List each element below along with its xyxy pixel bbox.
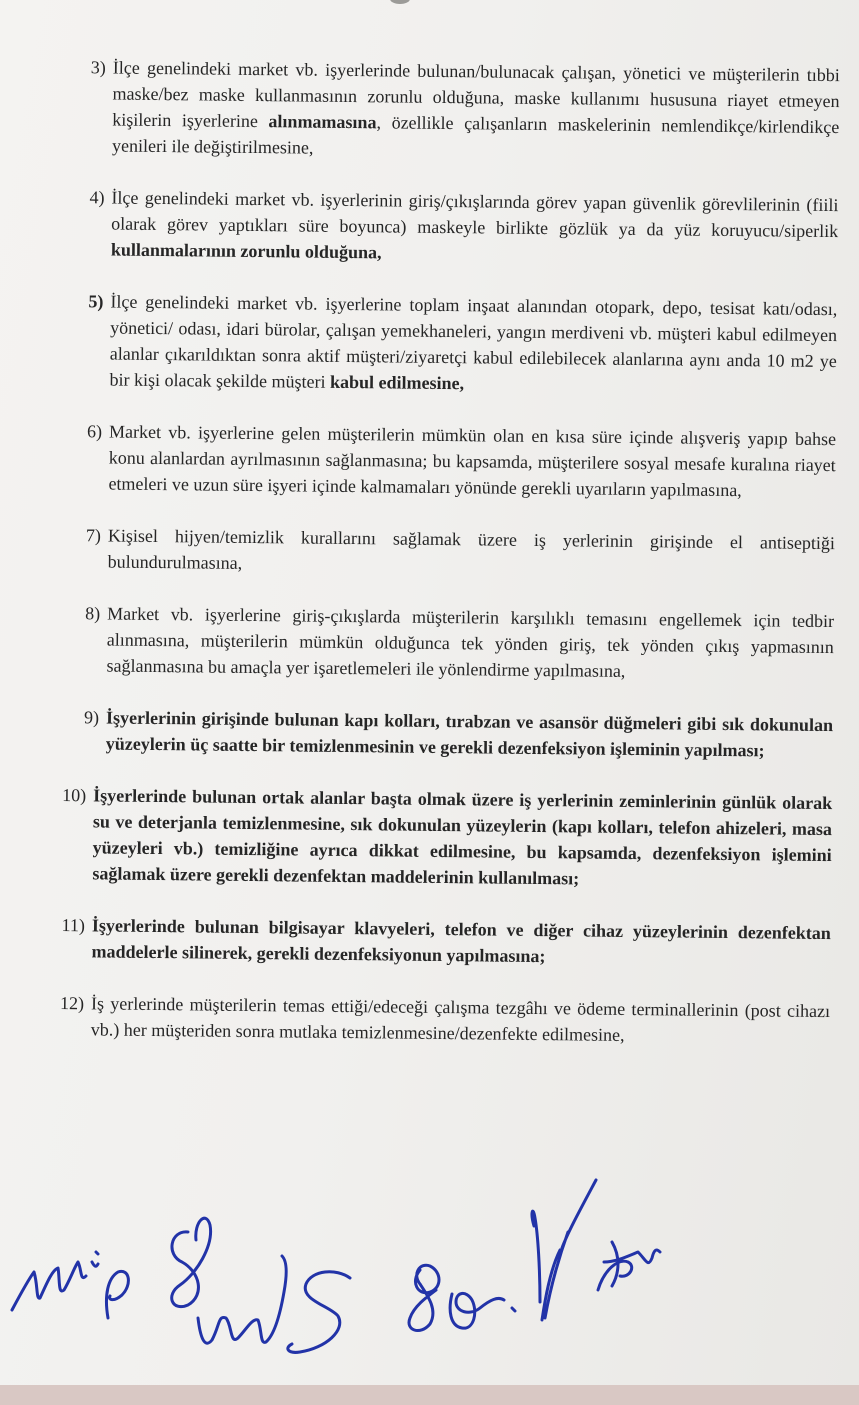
item-text-bold: İşyerlerinde bulunan ortak alanlar başta olmak üzere iş yerlerinin zeminlerinin günlük olarak su ve deterjanla temizlenmesine, sık dokunulan yüzeylerin (kapı kolları, telefon ahizeleri, masa yüzeyleri vb.) temizliğine ayrıca dikkat edilmesine, bu kapsamda, dezenfeksiyon işlemini sağlamak üzere gerekli dezenfektan maddelerinin kullanılması; (92, 785, 833, 889)
item-text: Kişisel hijyen/temizlik kurallarını sağlamak üzere iş yerlerinin girişinde el antiseptiği bulundurulmasına, (107, 525, 836, 573)
item-number: 6) (86, 421, 103, 442)
list-item (58, 288, 837, 400)
list-item (57, 522, 836, 582)
item-text-tail: , özellikle çalışanların maskelerinin nemlendikçe/kirlendikçe yenileri ile değiştirilmesine, (111, 112, 840, 158)
document-body (51, 54, 840, 1076)
item-number: 4) (89, 187, 105, 208)
item-text-regular: İlçe genelindeki market vb. işyerlerinin giriş/çıkışlarında görev yapan güvenlik görevlilerinin (fiili olarak görev yaptıkları süre boyunca) maskeyle birlikte gözlük ya da yüz koruyucu/siperlik (111, 187, 839, 242)
list-item (61, 54, 840, 166)
item-number: 7) (85, 525, 102, 546)
list-item (53, 782, 832, 894)
item-number: 10) (62, 785, 87, 806)
list-item (55, 600, 834, 686)
item-text-regular: İlçe genelindeki market vb. işyerlerinde bulunan/bulunacak çalışan, yönetici ve müşterilerin tıbbi maske/bez maske kullanmasının zorunlu olduğuna, maske kullanımı hususuna riayet etmeyen kişilerin işyerlerine (112, 57, 840, 132)
item-number: 11) (61, 915, 85, 936)
item-number: 12) (59, 993, 85, 1014)
item-text: İş yerlerinde müşterilerin temas ettiği/edeceği çalışma tezgâhı ve ödeme terminallerinin (post cihazı vb.) her müşteriden sonra mutlaka temizlenmesine/dezenfekte edilmesine, (90, 993, 831, 1045)
item-text-bold: kullanmalarının zorunlu olduğuna, (110, 239, 382, 263)
item-text (104, 184, 839, 270)
paper-clip-mark (390, 0, 410, 4)
item-text-regular: İlçe genelindeki market vb. işyerlerine toplam inşaat alanından otopark, depo, tesisat katı/odası, yönetici/ odası, idari bürolar, çalışan yemekhaneleri, yangın merdiveni vb. müşteri kabul edilmeyen alanlar çıkarıldıktan sonra aktif müşteri/ziyaretçi kabul edilebilecek alanlarına aynı anda 10 m2 ye bir kişi olacak şekilde müşteri (109, 291, 838, 392)
item-number: 9) (83, 707, 100, 728)
item-text-bold: İşyerlerinde bulunan bilgisayar klavyeleri, telefon ve diğer cihaz yüzeylerinin dezenfektan maddelerle silinerek, gerekli dezenfeksiyonun yapılmasına; (91, 915, 831, 967)
item-text (102, 288, 837, 400)
item-text-bold: alınmamasına (268, 111, 377, 133)
list-item (52, 912, 831, 972)
item-text-bold: kabul edilmesine, (329, 371, 465, 394)
item-text (105, 54, 840, 166)
background-surface (0, 1385, 859, 1405)
item-number: 5) (88, 291, 104, 312)
item-text-bold: İşyerlerinin girişinde bulunan kapı kolları, tırabzan ve asansör düğmeleri gibi sık dokunulan yüzeylerin üç saatte bir temizlenmesinin ve gerekli dezenfeksiyon işleminin yapılması; (105, 707, 834, 761)
item-text: Market vb. işyerlerine gelen müşterilerin mümkün olan en kısa süre içinde alışveriş yapıp bahse konu alanlardan ayrılmasının sağlanmasına; bu kapsamda, müşterilere sosyal mesafe kuralına riayet etmeleri ve uzun süre işyeri içinde kalmamaları yönünde gerekli uyarıların yapılmasına, (108, 421, 837, 501)
list-item (52, 990, 831, 1050)
item-number: 8) (85, 603, 101, 624)
list-item (57, 418, 836, 504)
list-item (55, 704, 834, 764)
item-number: 3) (90, 57, 106, 78)
list-item (60, 184, 839, 270)
item-text: Market vb. işyerlerine giriş-çıkışlarda müşterilerin karşılıklı temasını engellemek için tedbir alınmasına, müşterilerin mümkün olduğunca tek yönden giriş, tek yönden çıkış yapmasının sağlanmasına bu amaçla yer işaretlemeleri ile yönlendirme yapılmasına, (106, 603, 835, 681)
